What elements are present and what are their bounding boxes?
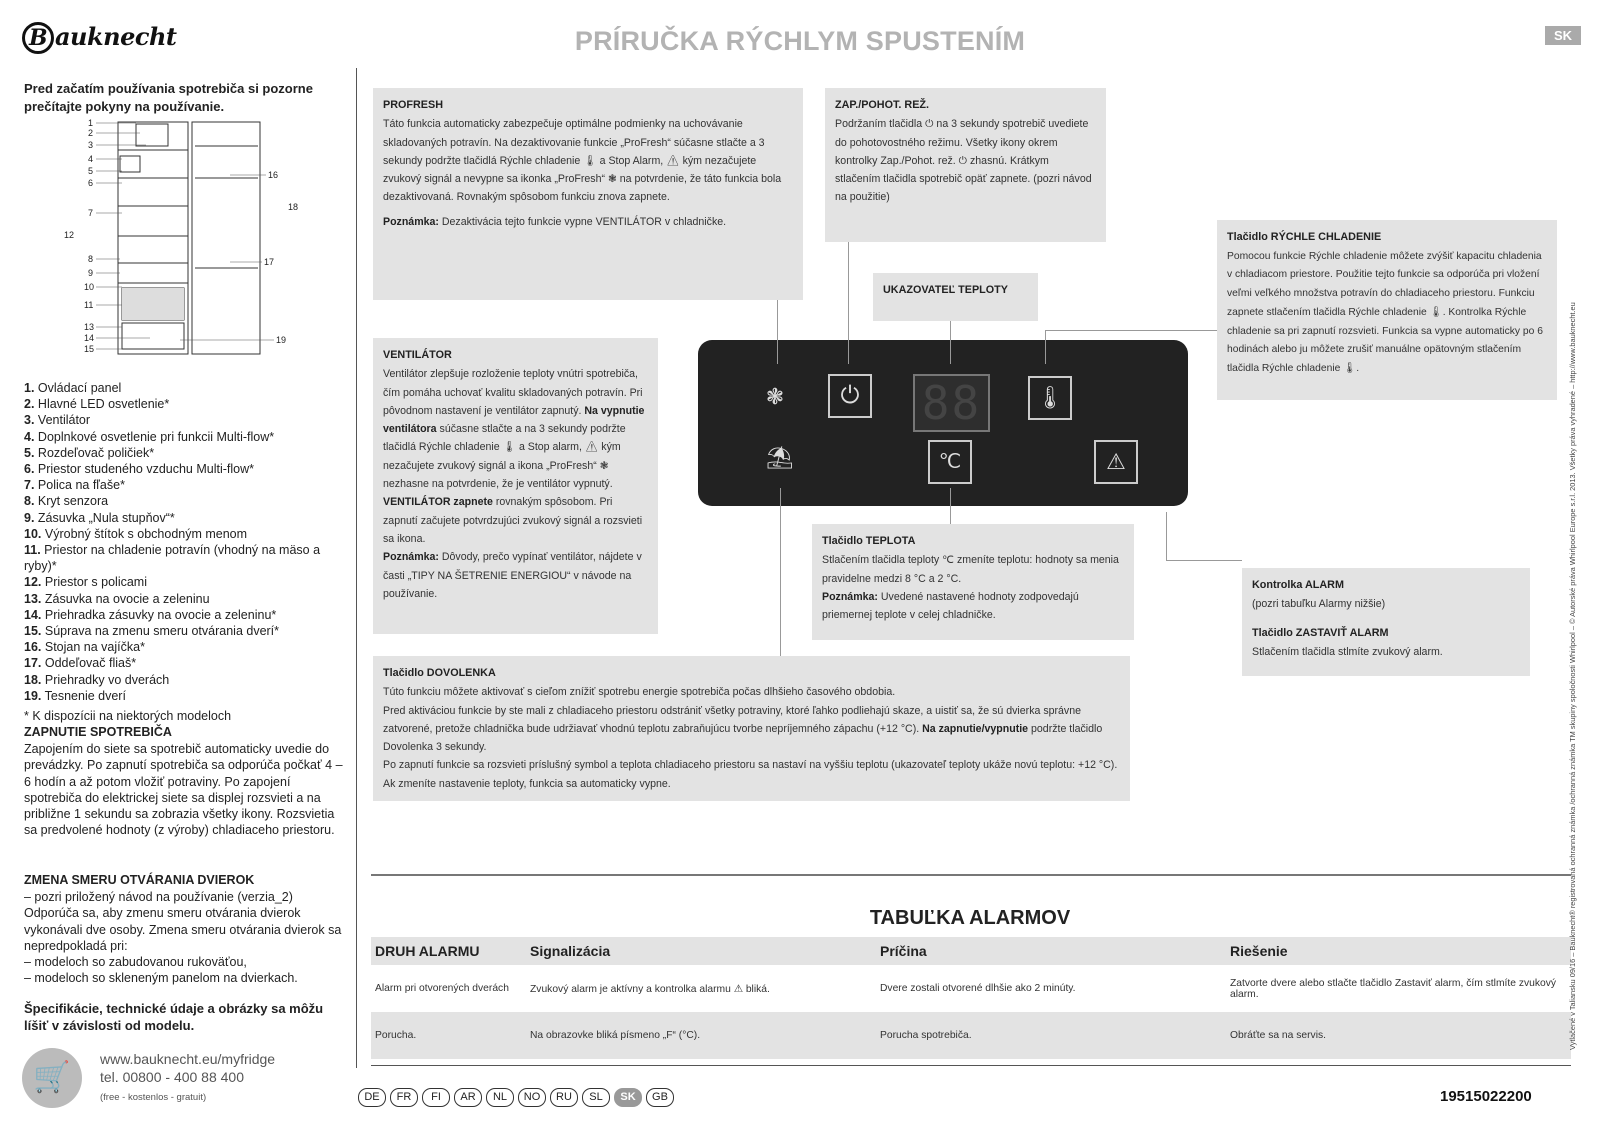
- diagram-label: 11: [84, 300, 94, 310]
- list-item: 5. Rozdeľovač poličiek*: [24, 445, 155, 460]
- table-cell: Zvukový alarm je aktívny a kontrolka alarmu ⚠ bliká.: [526, 965, 876, 1012]
- box-text: Po zapnutí funkcie sa rozsvieti príslušný symbol a teplota chladiaceho priestoru sa nastaví na vyššiu teplotu (ukazovateľ teploty ukáže novú teplotu: +12 °C). Ak zmeníte nastavenie teploty, funkcia sa automaticky vypne.: [383, 759, 1118, 790]
- language-sk[interactable]: SK: [614, 1088, 642, 1107]
- diagram-label: 13: [84, 322, 95, 332]
- language-badge: SK: [1545, 26, 1581, 45]
- alarm-table: [371, 937, 1571, 1059]
- connector-line: [1045, 330, 1046, 364]
- power-icon: ⏻: [958, 154, 968, 167]
- box-heading: PROFRESH: [383, 99, 443, 111]
- table-cell: Zatvorte dvere alebo stlačte tlačidlo Zastaviť alarm, čím stlmíte zvukový alarm.: [1226, 965, 1571, 1012]
- contact-phone: tel. 00800 - 400 88 400: [100, 1069, 245, 1085]
- box-text: Ventilátor zlepšuje rozloženie teploty vnútri spotrebiča, čím pomáha uchovať kvalitu skladovaných potravín. Pri pôvodnom nastavení je ventilátor zapnutý. Na vypnutie ventilátora súčasne stlačte a na 3 sekundy podržte tlačidlá Rýchle chladenie 🌡 a Stop alarm, ⚠ kým nezačujete zvukový signál a ikona „ProFresh“ ❃ nezhasne na potvrdenie, že je ventilátor vypnutý. VENTILÁTOR zapnete rovnakým spôsobom. Pri zapnutí začujete potvrdzujúci zvukový signál a rozsvieti sa ikona.: [383, 368, 645, 545]
- diagram-label: 7: [88, 208, 94, 218]
- box-dovolenka: [373, 656, 1130, 801]
- diagram-label: 2: [88, 128, 94, 138]
- diagram-label: 14: [84, 333, 95, 343]
- language-gb[interactable]: GB: [646, 1088, 674, 1107]
- quick-cool-icon: 🌡: [1343, 362, 1357, 374]
- list-item: 11. Priestor na chladenie potravín (vhodný na mäso a ryby)*: [24, 543, 321, 574]
- language-list: [358, 1088, 678, 1107]
- box-note: Poznámka: Dezaktivácia tejto funkcie vypne VENTILÁTOR v chladničke.: [383, 215, 727, 228]
- temperature-icon: ℃: [942, 554, 955, 567]
- section-heading: ZMENA SMERU OTVÁRANIA DVIEROK: [24, 873, 255, 887]
- box-note: Poznámka: Uvedené nastavené hodnoty zodpovedajú priemernej teplote v celej chladničke.: [822, 590, 1079, 622]
- temperature-display: 88: [913, 374, 990, 432]
- diagram-label: 12: [64, 230, 75, 240]
- table-row: [371, 965, 1571, 1012]
- language-fi[interactable]: FI: [422, 1088, 450, 1107]
- column-header: Príčina: [876, 937, 1226, 965]
- list-item: 7. Polica na fľaše*: [24, 478, 125, 493]
- box-ventilator: [373, 338, 658, 634]
- box-text: Stlačením tlačidla stlmíte zvukový alarm.: [1252, 645, 1443, 658]
- section-text: – pozri priložený návod na používanie (verzia_2): [24, 890, 293, 905]
- diagram-label: 6: [88, 178, 94, 188]
- brand-logo: B auknecht: [22, 22, 177, 54]
- quick-cool-button[interactable]: 🌡: [1028, 376, 1072, 420]
- parts-note: * K dispozícii na niektorých modeloch: [24, 709, 232, 724]
- box-text: Túto funkciu môžete aktivovať s cieľom znížiť spotrebu energie spotrebiča počas dlhšieho časového obdobia.: [383, 686, 896, 699]
- list-item: 16. Stojan na vajíčka*: [24, 640, 145, 655]
- contact-free: (free - kostenlos - gratuit): [100, 1092, 207, 1103]
- diagram-label: 8: [88, 254, 94, 264]
- contact-info: [100, 1050, 275, 1107]
- table-cell: Na obrazovke bliká písmeno „F“ (°C).: [526, 1012, 876, 1059]
- connector-line: [780, 488, 781, 656]
- section-text: Odporúča sa, aby zmenu smeru otvárania dvierok vykonávali dve osoby. Zmena smeru otvárania dvierok sa nepredpokladá pri:: [24, 906, 342, 953]
- box-text: Podržaním tlačidla ⏻ na 3 sekundy spotrebič uvediete do pohotovostného režimu. Všetky ikony okrem kontrolky Zap./Pohot. rež. ⏻ zhasnú. Krátkym stlačením tlačidla spotrebič opäť zapnete. (pozri návod na použitie): [835, 118, 1092, 204]
- holiday-button[interactable]: ⛱: [766, 445, 794, 470]
- box-heading: VENTILÁTOR: [383, 349, 452, 361]
- language-ru[interactable]: RU: [550, 1088, 578, 1107]
- power-button[interactable]: ⏻: [828, 374, 872, 418]
- alarm-icon: ⚠: [584, 441, 599, 454]
- part-number: 19515022200: [1440, 1088, 1532, 1105]
- alarm-icon: ⚠: [733, 983, 743, 995]
- quick-cool-icon: 🌡: [1429, 306, 1443, 318]
- list-item: 13. Zásuvka na ovocie a zeleninu: [24, 591, 210, 606]
- box-text: Táto funkcia automaticky zabezpečuje optimálne podmienky na uchovávanie skladovaných potravín. Na dezaktivovanie funkcie „ProFresh“ súčasne stlačte a 3 sekundy podržte tlačidlá Rýchle chladenie 🌡 a Stop Alarm, ⚠ kým nezačujete zvukový signál a nevypne sa ikonka „ProFresh“ ❃ na potvrdenie, že táto funkcia bola dezaktivovaná. Rovnakým spôsobom funkciu znova zapnete.: [383, 118, 782, 204]
- box-heading: ZAP./POHOT. REŽ.: [835, 99, 929, 111]
- list-item: 4. Doplnkové osvetlenie pri funkcii Multi-flow*: [24, 429, 275, 444]
- alarm-icon: ⚠: [666, 154, 680, 167]
- box-note: Poznámka: Dôvody, prečo vypínať ventilátor, nájdete v časti „TIPY NA ŠETRENIE ENERGIOU“ v návode na používanie.: [383, 551, 642, 600]
- box-zap: [825, 88, 1106, 242]
- parts-list: [24, 380, 349, 724]
- diagram-label: 18: [288, 202, 299, 212]
- table-cell: Porucha spotrebiča.: [876, 1012, 1226, 1059]
- column-header: Riešenie: [1226, 937, 1571, 965]
- contact-url[interactable]: www.bauknecht.eu/myfridge: [100, 1051, 276, 1067]
- connector-line: [950, 488, 951, 524]
- language-de[interactable]: DE: [358, 1088, 386, 1107]
- spec-note: Špecifikácie, technické údaje a obrázky sa môžu líšiť v závislosti od modelu.: [24, 1001, 324, 1033]
- box-text: Pomocou funkcie Rýchle chladenie môžete zvýšiť kapacitu chladenia v chladiacom priestore. Použitie tejto funkcie sa odporúča pri vložení veľmi veľkého množstva potravín do chladiaceho priestoru. Funkciu zapnete stlačením tlačidla Rýchle chladenie 🌡. Kontrolka Rýchle chladenie sa pri zapnutí rozsvieti. Funkcia sa vypne automaticky po 6 hodinách alebo ju môžete zrušiť manuálne opätovným stlačením tlačidla Rýchle chladenie 🌡.: [1227, 250, 1543, 374]
- section-text: – modeloch so zabudovanou rukoväťou,: [24, 955, 247, 970]
- table-header-row: [371, 937, 1571, 965]
- box-profresh: [373, 88, 803, 300]
- intro-text: Pred začatím používania spotrebiča si pozorne prečítajte pokyny na používanie.: [24, 81, 313, 114]
- fan-icon: ❃: [599, 459, 609, 472]
- list-item: 14. Priehradka zásuvky na ovocie a zeleninu*: [24, 607, 277, 622]
- box-heading: Tlačidlo ZASTAVIŤ ALARM: [1252, 626, 1389, 639]
- diagram-label: 16: [268, 170, 279, 180]
- list-item: 12. Priestor s policami: [24, 575, 147, 590]
- connector-line: [1166, 512, 1167, 560]
- language-sl[interactable]: SL: [582, 1088, 610, 1107]
- box-text: (pozri tabuľku Alarmy nižšie): [1252, 598, 1386, 611]
- list-item: 18. Priehradky vo dverách: [24, 672, 170, 687]
- box-heading: UKAZOVATEĽ TEPLOTY: [883, 284, 1008, 296]
- table-cell: Alarm pri otvorených dverách: [371, 965, 526, 1012]
- table-cell: Obráťte sa na servis.: [1226, 1012, 1571, 1059]
- diagram-label: 10: [84, 282, 95, 292]
- section-zapnutie: [24, 724, 349, 838]
- box-alarm: [1242, 568, 1530, 676]
- box-heading: Tlačidlo TEPLOTA: [822, 535, 916, 547]
- list-item: 1. Ovládací panel: [24, 381, 122, 395]
- box-rychle: [1217, 220, 1557, 400]
- temperature-button[interactable]: ℃: [928, 440, 972, 484]
- list-item: 8. Kryt senzora: [24, 494, 109, 509]
- box-ukazovatel: [873, 273, 1038, 321]
- box-heading: Tlačidlo RÝCHLE CHLADENIE: [1227, 231, 1382, 243]
- section-zmena: [24, 872, 349, 986]
- language-nl[interactable]: NL: [486, 1088, 514, 1107]
- diagram-label: 3: [88, 140, 94, 150]
- column-header: DRUH ALARMU: [371, 937, 526, 965]
- language-fr[interactable]: FR: [390, 1088, 418, 1107]
- page-title: PRÍRUČKA RÝCHLYM SPUSTENÍM: [574, 26, 1026, 56]
- vertical-copyright: Vytlačené v Taliansku 09/16 – Bauknecht® registrovaná ochranná známka /ochranná známka TM skupiny spoločnosti Whirlpool – © Autorské práva Whirlpool Europe s.r.l. 2013. Všetky práva vyhradené – http://www.bauknecht.eu: [1568, 302, 1577, 1050]
- diagram-label: 4: [88, 154, 94, 164]
- diagram-label: 5: [88, 166, 94, 176]
- diagram-label: 19: [276, 335, 287, 345]
- list-item: 2. Hlavné LED osvetlenie*: [24, 397, 170, 412]
- alarms-title: TABUĽKA ALARMOV: [869, 907, 1071, 929]
- connector-line: [950, 321, 951, 364]
- table-row: [371, 1012, 1571, 1059]
- fan-icon[interactable]: ❃: [765, 384, 785, 409]
- list-item: 3. Ventilátor: [24, 413, 91, 428]
- box-text: Pred aktiváciou funkcie by ste mali z chladiaceho priestoru odstrániť všetky potraviny, ktoré ľahko podliehajú skaze, a uistiť sa, že sú dvierka správne zatvorené, pretože chladnička bude udržiavať vhodnú teplotu zabraňujúcu tvorbe nepríjemného zápachu (+12 °C). Na zapnutie/vypnutie podržte tlačidlo Dovolenka 3 sekundy.: [383, 704, 1103, 754]
- list-item: 10. Výrobný štítok s obchodným menom: [24, 526, 248, 541]
- connector-line: [1166, 560, 1242, 561]
- fan-icon: ❃: [607, 173, 617, 186]
- list-item: 17. Oddeľovač fliaš*: [24, 656, 137, 671]
- connector-line: [848, 242, 849, 364]
- fridge-diagram: [60, 118, 300, 363]
- power-icon: ⏻: [925, 118, 934, 131]
- section-text: Zapojením do siete sa spotrebič automaticky uvedie do prevádzky. Po zapnutí spotrebiča sa odporúča počkať 4 – 6 hodín a až potom vložiť potraviny. Po zapojení spotrebiča do elektrickej siete sa displej rozsvieti a na približne 1 sekundu sa zobrazia všetky ikony. Rozsvietia sa predvolené hodnoty (z výroby) chladiaceho priestoru.: [24, 742, 343, 838]
- quick-cool-icon: 🌡: [502, 441, 516, 454]
- table-cell: Dvere zostali otvorené dlhšie ako 2 minúty.: [876, 965, 1226, 1012]
- list-item: 15. Súprava na zmenu smeru otvárania dverí*: [24, 624, 280, 639]
- diagram-label: 15: [84, 344, 95, 354]
- section-heading: ZAPNUTIE SPOTREBIČA: [24, 725, 172, 739]
- divider: [371, 874, 1571, 876]
- column-header: Signalizácia: [526, 937, 876, 965]
- table-cell: Porucha.: [371, 1012, 526, 1059]
- language-no[interactable]: NO: [518, 1088, 546, 1107]
- stop-alarm-button[interactable]: ⚠: [1094, 440, 1138, 484]
- list-item: 6. Priestor studeného vzduchu Multi-flow*: [24, 462, 254, 477]
- divider: [371, 1065, 1571, 1066]
- box-teplota: [812, 524, 1134, 640]
- language-ar[interactable]: AR: [454, 1088, 482, 1107]
- diagram-label: 17: [264, 257, 275, 267]
- box-heading: Kontrolka ALARM: [1252, 579, 1344, 591]
- box-text: Stlačením tlačidla teploty ℃ zmeníte teplotu: hodnoty sa menia pravidelne medzi 8 °C a 2 °C.: [822, 554, 1119, 585]
- list-item: 9. Zásuvka „Nula stupňov“*: [24, 510, 175, 525]
- column-divider: [356, 68, 357, 1068]
- connector-line: [777, 300, 778, 364]
- shopping-cart-icon: 🛒: [22, 1048, 82, 1108]
- quick-cool-icon: 🌡: [583, 154, 597, 167]
- diagram-label: 1: [88, 118, 94, 128]
- section-text: – modeloch so skleneným panelom na dvierkach.: [24, 971, 298, 986]
- box-heading: Tlačidlo DOVOLENKA: [383, 667, 496, 679]
- list-item: 19. Tesnenie dverí: [24, 688, 126, 703]
- diagram-label: 9: [88, 268, 94, 278]
- connector-line: [1045, 330, 1217, 331]
